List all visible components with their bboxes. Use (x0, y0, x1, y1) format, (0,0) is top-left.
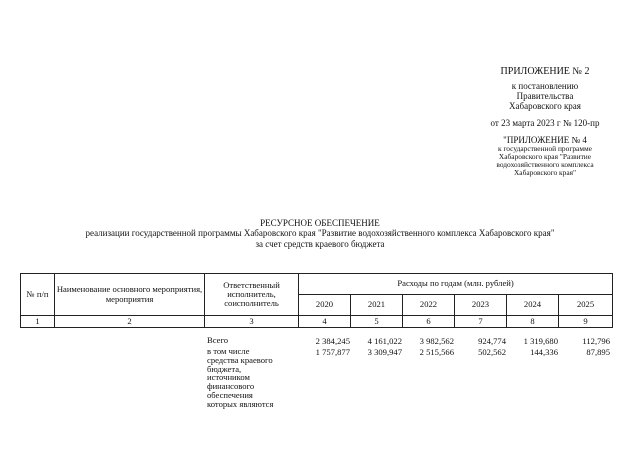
header-year: 2021 (351, 295, 403, 316)
header-year: 2020 (299, 295, 351, 316)
value-2022: 3 982,562 (419, 336, 454, 346)
value-2021: 4 161,022 (367, 336, 402, 346)
value-2020: 2 384,245 (315, 336, 350, 346)
column-number: 8 (507, 316, 559, 328)
appendix-block (460, 66, 630, 177)
column-number: 9 (559, 316, 613, 328)
inner-appendix-line: Хабаровского края "Развитие (498, 152, 592, 162)
value-2023: 502,562 (478, 347, 506, 357)
value-2023: 924,774 (478, 336, 506, 346)
row-label: в том числе средства краевого бюджета, источником финансового обеспечения которых являются (207, 346, 274, 409)
header-responsible: Ответственный исполнитель, соисполнитель (205, 274, 299, 316)
value-2024: 144,336 (530, 347, 558, 357)
header-year: 2025 (559, 295, 613, 316)
inner-appendix-line: Хабаровского края" (513, 167, 577, 177)
appendix-date: от 23 марта 2023 г № 120-пр (490, 117, 600, 128)
inner-appendix-title: "ПРИЛОЖЕНИЕ № 4 (503, 134, 587, 145)
column-number: 4 (299, 316, 351, 328)
column-number: 1 (21, 316, 55, 328)
value-2024: 1 319,680 (523, 336, 558, 346)
value-2022: 2 515,566 (419, 347, 454, 357)
document-title (0, 218, 640, 249)
value-2021: 3 309,947 (367, 347, 402, 357)
header-year: 2024 (507, 295, 559, 316)
column-number: 5 (351, 316, 403, 328)
resource-table (20, 273, 613, 328)
row-label: Всего (207, 335, 229, 345)
inner-appendix-line: к государственной программе (498, 144, 592, 154)
header-year: 2022 (403, 295, 455, 316)
title-line: за счет средств краевого бюджета (255, 238, 385, 249)
appendix-line: Правительства (516, 90, 574, 101)
header-expenses: Расходы по годам (млн. рублей) (299, 274, 613, 295)
header-no: № п/п (21, 274, 55, 316)
header-year: 2023 (455, 295, 507, 316)
header-name: Наименование основного мероприятия, мероприятия (55, 274, 205, 316)
column-number: 2 (55, 316, 205, 328)
title-line: реализации государственной программы Хабаровского края "Развитие водохозяйственного комплекса Хабаровского края" (85, 228, 555, 239)
column-number: 6 (403, 316, 455, 328)
value-2025: 112,796 (582, 336, 610, 346)
appendix-line: к постановлению (511, 81, 579, 91)
column-number: 7 (455, 316, 507, 328)
appendix-line: Хабаровского края (509, 100, 581, 111)
value-2020: 1 757,877 (315, 347, 350, 357)
appendix-title: ПРИЛОЖЕНИЕ № 2 (500, 66, 590, 77)
column-number: 3 (205, 316, 299, 328)
inner-appendix-line: водохозяйственного комплекса (496, 159, 594, 169)
value-2025: 87,895 (586, 347, 610, 357)
title-heading: РЕСУРСНОЕ ОБЕСПЕЧЕНИЕ (260, 218, 380, 228)
